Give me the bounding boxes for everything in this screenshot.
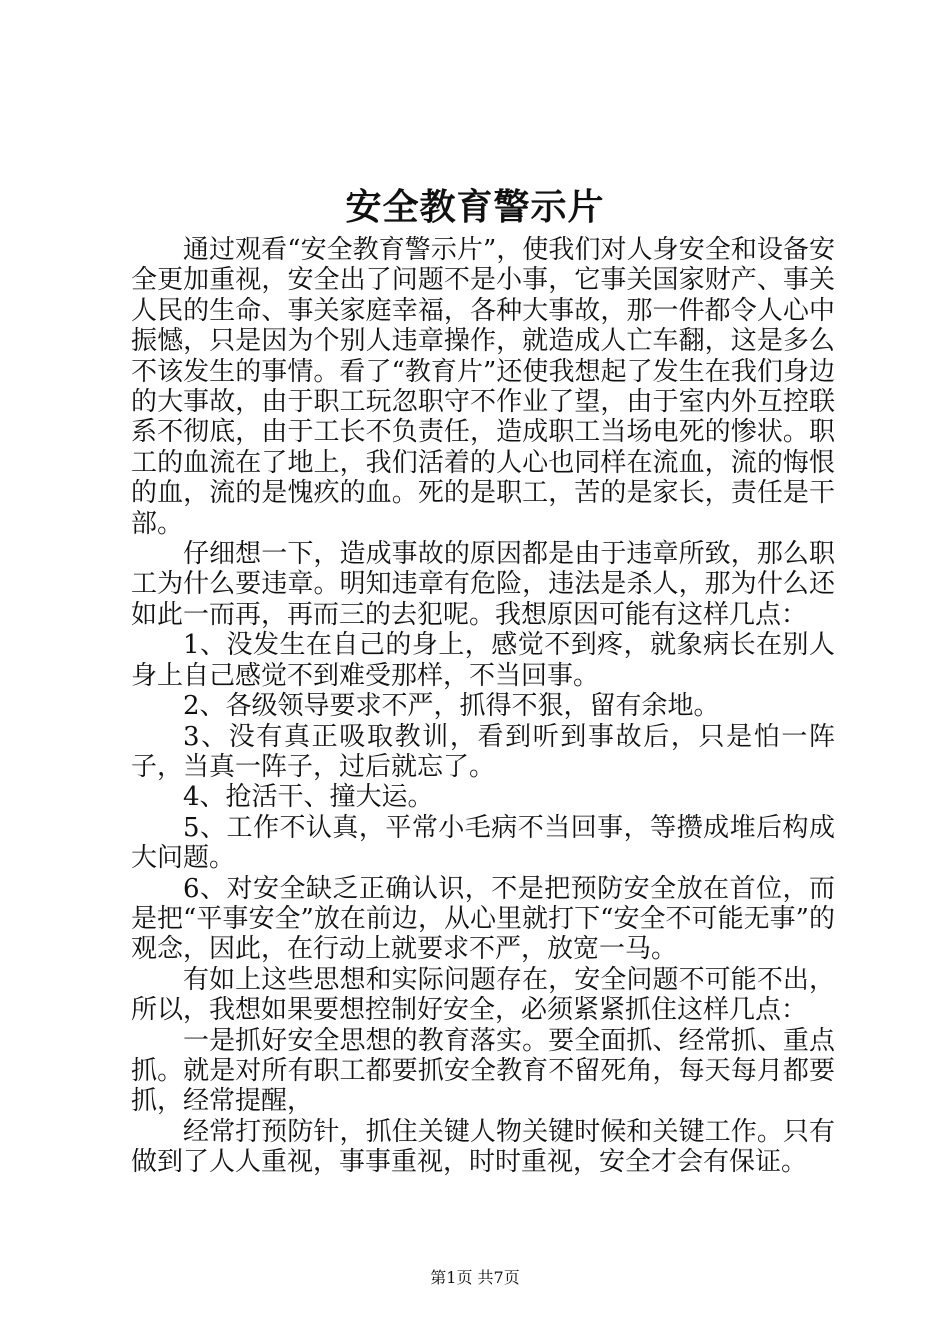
list-item-cause-3: 3、没有真正吸取教训，看到听到事故后，只是怕一阵子，当真一阵子，过后就忘了。 — [131, 721, 835, 782]
document-title: 安全教育警示片 — [345, 186, 605, 228]
paragraph-intro: 通过观看“安全教育警示片”，使我们对人身安全和设备安全更加重视，安全出了问题不是小事，它事关国家财产、事关人民的生命、事关家庭幸福，各种大事故，那一件都令人心中振憾，只是因为个别人违章操作，就造成人亡车翻，这是多么不该发生的事情。看了“教育片”还使我想起了发生在我们身边的大事故，由于职工玩忽职守不作业了望，由于室内外互控联系不彻底，由于工长不负责任，造成职工当场电死的惨状。职工的血流在了地上，我们活着的人心也同样在流血，流的悔恨的血，流的是愧疚的血。死的是职工，苦的是家长，责任是干部。 — [131, 235, 835, 539]
list-item-cause-6: 6、对安全缺乏正确认识，不是把预防安全放在首位，而是把“平事安全”放在前边，从心里就打下“安全不可能无事”的观念，因此，在行动上就要求不严，放宽一马。 — [131, 873, 835, 965]
document-body — [131, 235, 835, 1178]
paragraph-measures: 有如上这些思想和实际问题存在，安全问题不可能不出，所以，我想如果要想控制好安全，必须紧紧抓住这样几点： — [131, 964, 835, 1026]
list-item-cause-1: 1、没发生在自己的身上，感觉不到疼，就象病长在别人身上自己感觉不到难受那样，不当回事。 — [131, 630, 835, 691]
list-item-cause-5: 5、工作不认真，平常小毛病不当回事，等攒成堆后构成大问题。 — [131, 812, 835, 874]
page-footer: 第1页 共7页 — [430, 1268, 520, 1287]
list-item-cause-2: 2、各级领导要求不严，抓得不狠，留有余地。 — [183, 691, 720, 722]
paragraph-causes: 仔细想一下，造成事故的原因都是由于违章所致，那么职工为什么要违章。明知违章有危险，违法是杀人，那为什么还如此一而再，再而三的去犯呢。我想原因可能有这样几点： — [131, 539, 835, 630]
paragraph-conclusion: 经常打预防针，抓住关键人物关键时候和关键工作。只有做到了人人重视，事事重视，时时重视，安全才会有保证。 — [131, 1116, 835, 1178]
list-item-cause-4: 4、抢活干、撞大运。 — [183, 782, 434, 813]
paragraph-measure-1: 一是抓好安全思想的教育落实。要全面抓、经常抓、重点抓。就是对所有职工都要抓安全教育不留死角，每天每月都要抓，经常提醒， — [131, 1025, 835, 1117]
